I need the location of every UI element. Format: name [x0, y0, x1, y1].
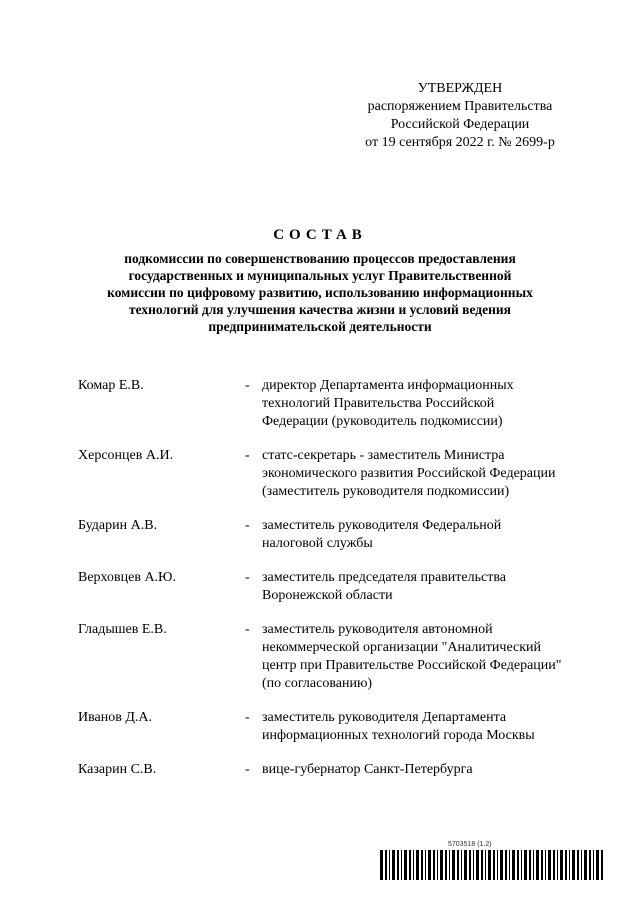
member-dash: -: [245, 710, 250, 725]
member-row: [78, 621, 578, 693]
approved-line-2: Российской Федерации: [390, 117, 530, 132]
document-title: СОСТАВ: [273, 227, 367, 243]
members-list: [78, 377, 578, 779]
approved-label: УТВЕРЖДЕН: [417, 81, 503, 96]
member-position: директор Департамента информационных технологий Правительства Российской Федерации (руководитель подкомиссии): [262, 378, 514, 429]
member-dash: -: [245, 762, 250, 777]
member-dash: -: [245, 570, 250, 585]
member-position: заместитель руководителя Федеральной налоговой службы: [262, 518, 502, 551]
member-row: [78, 761, 578, 779]
subtitle-line: государственных и муниципальных услуг Правительственной: [128, 268, 512, 283]
member-dash: -: [245, 622, 250, 637]
member-position: заместитель руководителя автономной некоммерческой организации "Аналитический центр при Правительстве Российской Федерации" (по согласованию): [262, 622, 562, 691]
member-dash: -: [245, 378, 250, 393]
approval-block: [330, 80, 590, 152]
approved-line-3: от 19 сентября 2022 г. № 2699-р: [365, 135, 555, 150]
document-subtitle: [85, 250, 555, 335]
member-position: статс-секретарь - заместитель Министра экономического развития Российской Федерации (заместитель руководителя подкомиссии): [262, 448, 556, 499]
subtitle-line: технологий для улучшения качества жизни и условий ведения: [129, 302, 511, 317]
member-row: [78, 517, 578, 553]
member-name: Комар Е.В.: [78, 378, 144, 393]
member-row: [78, 709, 578, 745]
member-position: заместитель председателя правительства Воронежской области: [262, 570, 506, 603]
member-dash: -: [245, 518, 250, 533]
member-name: Верховцев А.Ю.: [78, 570, 176, 585]
member-name: Иванов Д.А.: [78, 710, 153, 725]
barcode: [380, 850, 605, 880]
member-name: Казарин С.В.: [78, 762, 157, 777]
member-dash: -: [245, 448, 250, 463]
member-position: заместитель руководителя Департамента информационных технологий города Москвы: [262, 710, 535, 743]
member-name: Гладышев Е.В.: [78, 622, 167, 637]
member-position: вице-губернатор Санкт-Петербурга: [262, 762, 473, 777]
subtitle-line: комиссии по цифровому развитию, использованию информационных: [107, 285, 533, 300]
member-row: [78, 447, 578, 501]
approved-line-1: распоряжением Правительства: [367, 99, 553, 114]
member-row: [78, 569, 578, 605]
member-name: Херсонцев А.И.: [78, 448, 174, 463]
member-row: [78, 377, 578, 431]
subtitle-line: предпринимательской деятельности: [208, 319, 432, 334]
subtitle-line: подкомиссии по совершенствованию процессов предоставления: [124, 251, 516, 266]
barcode-number: 5703518 (1.2): [448, 841, 492, 848]
member-name: Бударин А.В.: [78, 518, 158, 533]
